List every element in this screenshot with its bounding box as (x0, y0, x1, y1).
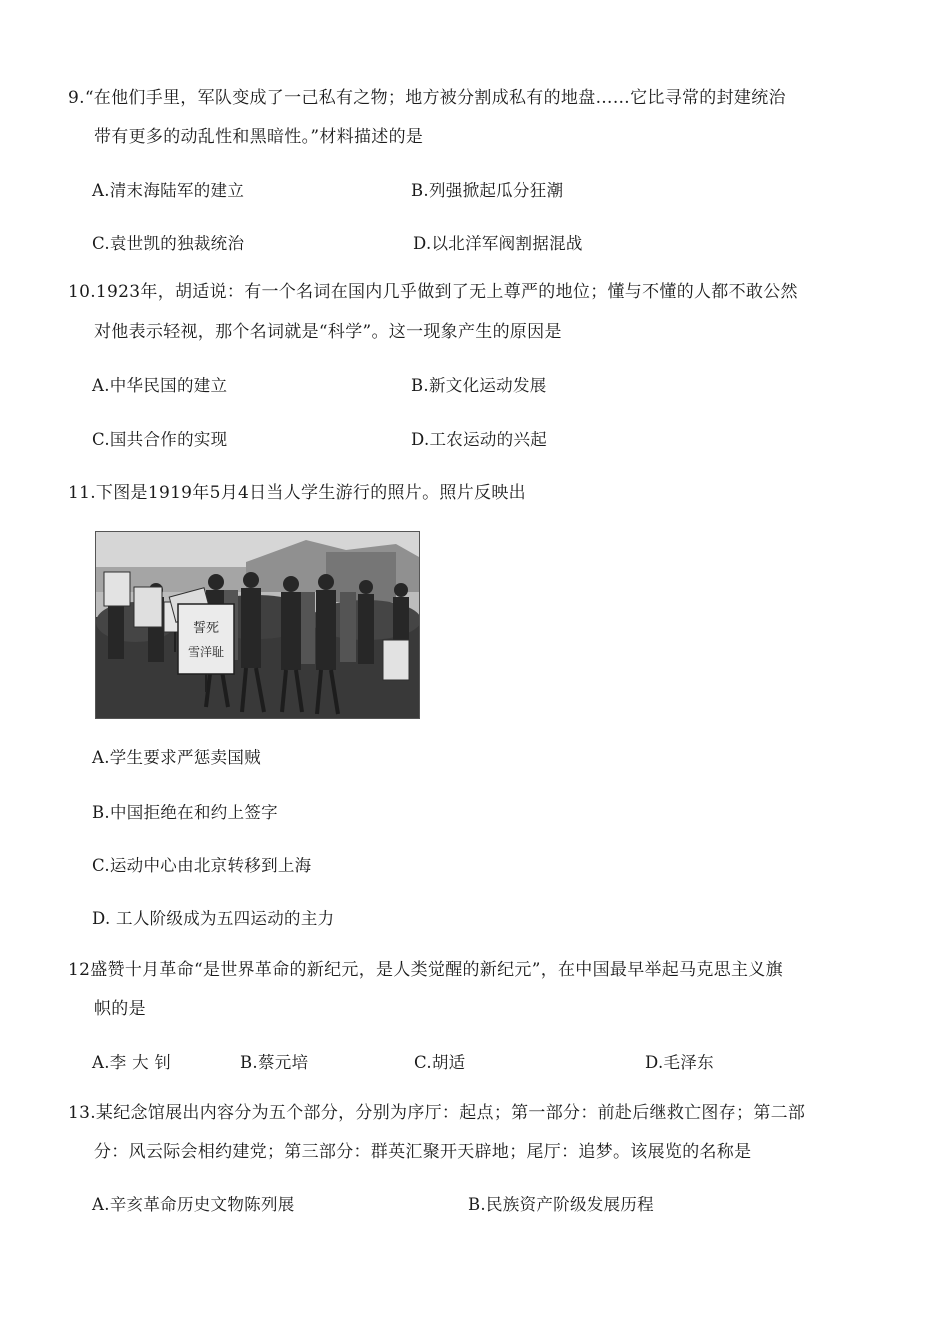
q10-stem-line1: 10.1923年，胡适说：有一个名词在国内几乎做到了无上尊严的地位；懂与不懂的人都不敢公然 (68, 282, 798, 302)
q10-option-b: B.新文化运动发展 (411, 376, 547, 395)
q11-option-c: C.运动中心由北京转移到上海 (92, 856, 312, 875)
q10-stem-line2: 对他表示轻视，那个名词就是“科学”。这一现象产生的原因是 (94, 322, 562, 342)
q11-option-a: A.学生要求严惩卖国贼 (92, 748, 261, 767)
q13-option-a: A.辛亥革命历史文物陈列展 (92, 1195, 295, 1214)
q9-stem-line1: 9.“在他们手里，军队变成了一己私有之物；地方被分割成私有的地盘……它比寻常的封建统治 (68, 88, 786, 108)
q9-option-c: C.袁世凯的独裁统治 (92, 234, 245, 253)
q12-option-b: B.蔡元培 (240, 1053, 309, 1072)
q12-option-c: C.胡适 (414, 1053, 466, 1072)
q10-option-d: D.工农运动的兴起 (411, 430, 548, 449)
q12-stem-line2: 帜的是 (94, 999, 146, 1019)
q11-option-d: D. 工人阶级成为五四运动的主力 (92, 909, 335, 928)
q12-option-d: D.毛泽东 (645, 1053, 714, 1072)
photo-sign-text-2: 雪洋耻 (187, 645, 225, 659)
q9-option-d: D.以北洋军阀割据混战 (413, 234, 583, 253)
q10-option-a: A.中华民国的建立 (92, 376, 228, 395)
q12-option-a: A.李 大 钊 (92, 1053, 172, 1072)
q9-option-a: A.清末海陆军的建立 (92, 181, 245, 200)
may-fourth-protest-photo (95, 531, 420, 719)
q9-option-b: B.列强掀起瓜分狂潮 (411, 181, 564, 200)
protest-photo-illustration (96, 532, 419, 718)
q11-option-b: B.中国拒绝在和约上签字 (92, 803, 278, 822)
q13-stem-line1: 13.某纪念馆展出内容分为五个部分，分别为序厅：起点；第一部分：前赴后继救亡图存；第二部 (68, 1103, 806, 1123)
q12-stem-line1: 12盛赞十月革命“是世界革命的新纪元，是人类觉醒的新纪元”，在中国最早举起马克思主义旗 (68, 960, 783, 980)
q13-stem-line2: 分：风云际会相约建党；第三部分：群英汇聚开天辟地；尾厅：追梦。该展览的名称是 (94, 1142, 752, 1162)
q11-stem-line1: 11.下图是1919年5月4日当人学生游行的照片。照片反映出 (68, 483, 526, 503)
photo-sign-text-1: 誓死 (192, 621, 220, 636)
q10-option-c: C.国共合作的实现 (92, 430, 228, 449)
q9-stem-line2: 带有更多的动乱性和黑暗性。”材料描述的是 (94, 127, 424, 147)
q13-option-b: B.民族资产阶级发展历程 (468, 1195, 654, 1214)
